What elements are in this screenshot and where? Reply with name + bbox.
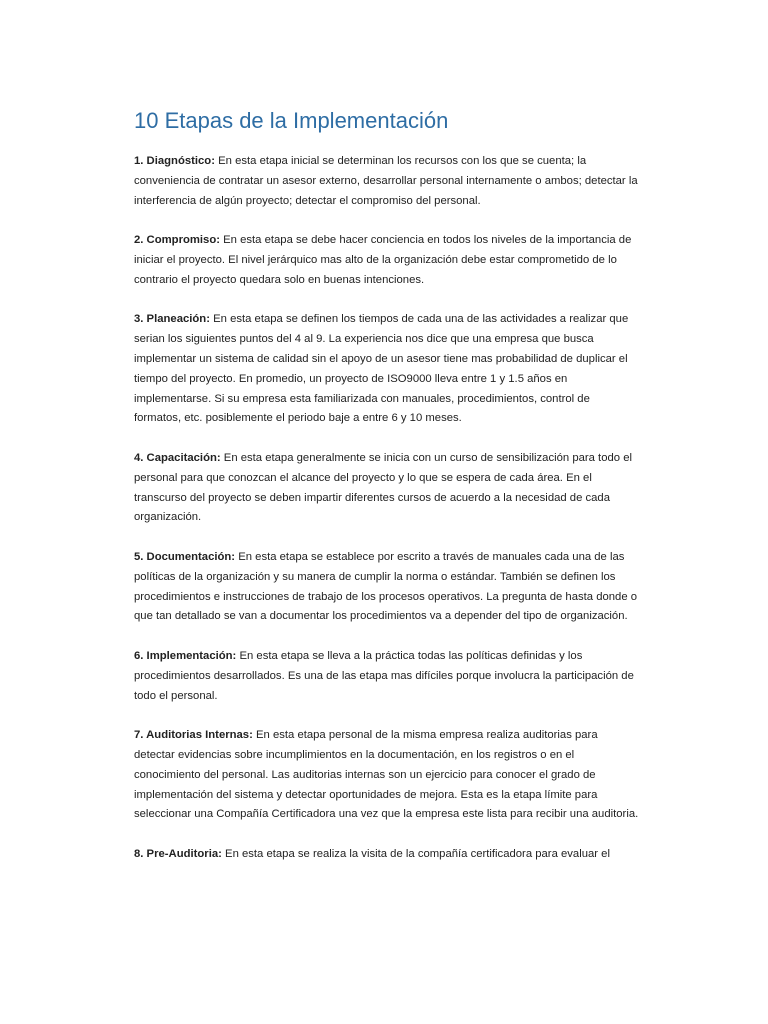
section-text: En esta etapa se establece por escrito a través de manuales cada una de las políticas de la organización y su manera de cumplir la norma o estándar. También se definen los procedimientos e instrucciones de trabajo de los procesos operativos. La pregunta de hasta donde o que tan detallado se van a documentar los procedimientos va a depender del tipo de organización. — [134, 550, 638, 623]
section-text: En esta etapa se lleva a la práctica todas las políticas definidas y los procedimientos desarrollados. Es una de las etapa mas difíciles porque involucra la participación de todo el personal. — [134, 649, 634, 702]
section-pre-auditoria — [134, 845, 639, 865]
section-implementacion — [134, 647, 639, 706]
section-text: En esta etapa generalmente se inicia con un curso de sensibilización para todo el personal para que conozcan el alcance del proyecto y lo que se espera de cada área. En el transcurso del proyecto se deben impartir diferentes cursos de acuerdo a la necesidad de cada organización. — [134, 451, 632, 524]
section-heading: 2. Compromiso: — [134, 234, 220, 247]
section-heading: 6. Implementación: — [134, 649, 237, 662]
section-heading: 7. Auditorias Internas: — [134, 729, 253, 742]
document-page — [134, 104, 639, 884]
section-text: En esta etapa se definen los tiempos de cada una de las actividades a realizar que serian los siguientes puntos del 4 al 9. La experiencia nos dice que una empresa que busca implementar un sistema de calidad sin el apoyo de un asesor tiene mas probabilidad de duplicar el tiempo del proyecto. En promedio, un proyecto de ISO9000 lleva entre 1 y 1.5 años en implementarse. Si su empresa esta familiarizada con manuales, procedimientos, control de formatos, etc. posiblemente el periodo baje a entre 6 y 10 meses. — [134, 313, 629, 425]
section-heading: 5. Documentación: — [134, 550, 236, 563]
section-heading: 8. Pre-Auditoria: — [134, 847, 222, 860]
document-title: 10 Etapas de la Implementación — [134, 108, 449, 133]
section-planeacion — [134, 310, 639, 429]
section-heading: 1. Diagnóstico: — [134, 155, 215, 167]
section-text: En esta etapa personal de la misma empresa realiza auditorias para detectar evidencias sobre incumplimientos en la documentación, en los registros o en el conocimiento del personal. Las auditorias internas son un ejercicio para conocer el grado de implementación del sistema y detectar oportunidades de mejora. Esta es la etapa límite para seleccionar una Compañía Certificadora una vez que la empresa este lista para recibir una auditoria. — [134, 729, 639, 821]
section-capacitacion — [134, 449, 639, 528]
section-compromiso — [134, 231, 639, 290]
section-text: En esta etapa inicial se determinan los recursos con los que se cuenta; la conveniencia de contratar un asesor externo, desarrollar personal internamente o ambos; detectar la interferencia de algún proyecto; detectar el compromiso del personal. — [134, 155, 638, 207]
section-diagnostico — [134, 152, 639, 211]
section-text: En esta etapa se debe hacer conciencia en todos los niveles de la importancia de iniciar el proyecto. El nivel jerárquico mas alto de la organización debe estar comprometido de lo contrario el proyecto quedara solo en buenas intenciones. — [134, 234, 632, 286]
section-text: En esta etapa se realiza la visita de la compañía certificadora para evaluar el — [225, 847, 610, 860]
section-heading: 3. Planeación: — [134, 313, 210, 326]
section-documentacion — [134, 548, 639, 627]
section-heading: 4. Capacitación: — [134, 451, 221, 464]
section-auditorias-internas — [134, 726, 639, 825]
